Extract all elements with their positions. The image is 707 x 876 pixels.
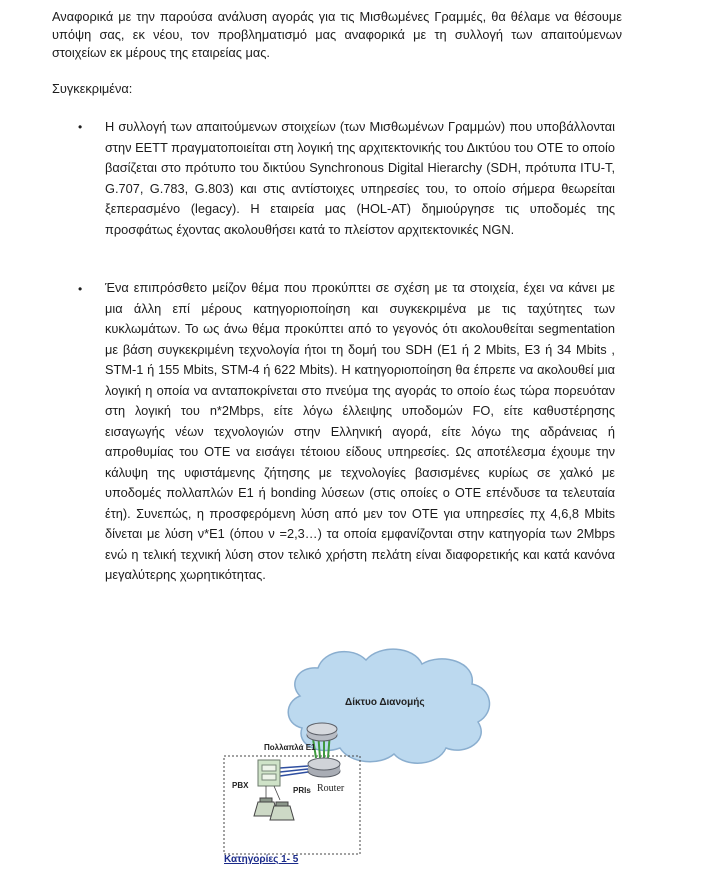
bullet-marker: •: [78, 120, 83, 134]
cloud-label: Δίκτυο Διανομής: [345, 697, 425, 708]
pbx-label: PBX: [232, 781, 249, 790]
router-label: Router: [317, 783, 345, 794]
bullet-marker: •: [78, 282, 83, 296]
bullet-paragraph-2: Ένα επιπρόσθετο μείζον θέμα που προκύπτει σε σχέση με τα στοιχεία, έχει να κάνει με μια άλλη επί μέρους κατηγοριοποίηση και συγκεκριμένα με τις ταχύτητες των κυκλωμάτων. Το ως άνω θέμα προκύπτει από το γεγονός ότι ακολουθείται segmentation με βάση συγκεκριμένη τεχνολογία ήτοι τη δομή του SDH (E1 ή 2 Mbits, E3 ή 34 Mbits , STM-1 ή 155 Mbits, STM-4 ή 622 Mbits). Η κατηγοριοποίηση θα έπρεπε να ακολουθεί μια λογική η οποία να ανταποκρίνεται στο πνεύμα της αγοράς το οποίο έως τώρα πορευόταν στη λογική του n*2Mbps, είτε λόγω έλλειψης υποδομών FO, είτε καθυστέρησης εισαγωγής νέων τεχνολογιών στην Ελληνική αγορά, είτε λόγω της αδράνειας ή απροθυμίας του ΟΤΕ να εισάγει τέτοιου είδους υπηρεσίες. Ως αποτέλεσμα έχουμε την κάλυψη της υφιστάμενης ζήτησης με τεχνολογίες βασισμένες κυρίως σε χαλκό με υποδομές πολλαπλών Ε1 ή bonding λύσεων (στις οποίες ο ΟΤΕ επένδυσε τα τελευταία έτη). Συνεπώς, η προσφερόμενη λύση από μεν τον ΟΤΕ για υπηρεσίες πχ 4,6,8 Mbits δίνεται με λύση ν*Ε1 (όπου ν =2,3…) τα οποία εμφανίζονται στην κατηγορία των 2Mbps ενώ η τελική τεχνική λύση στον τελικό χρήστη πελάτη είναι διαφορετικής και κατά κανόνα μεγαλύτερης χωρητικότητας.: [105, 280, 615, 582]
pri-label: PRIs: [293, 786, 311, 795]
network-diagram: [200, 636, 520, 871]
bullet-paragraph-1: Η συλλογή των απαιτούμενων στοιχείων (των Μισθωμένων Γραμμών) που υποβάλλονται στην ΕΕΤΤ πραγματοποιείται στη λογική της αρχιτεκτονικής του Δικτύου του ΟΤΕ το οποίο βασίζεται στο πρότυπο του δικτύου Synchronous Digital Hierarchy (SDH, πρότυπα ITU-T, G.707, G.783, G.803) και στις αντίστοιχες υπηρεσίες του, το οποίο σήμερα θεωρείται ξεπερασμένο (legacy). Η εταιρεία μας (HOL-AT) δημιούργησε τις υποδομές της προσφάτως έχοντας ακολουθήσει κατά το πλείστον αρχιτεκτονικές NGN.: [105, 119, 615, 237]
e1-label: Πολλαπλά Ε1: [264, 743, 316, 752]
pbx-icon: [258, 760, 280, 786]
intro-paragraph: Αναφορικά με την παρούσα ανάλυση αγοράς για τις Μισθωμένες Γραμμές, θα θέλαμε να θέσουμε υπόψη σας, εκ νέου, τον προβληματισμό μας αναφορικά με τη συλλογή των απαιτούμενων στοιχείων εκ μέρους της εταιρείας μας.: [52, 9, 622, 60]
router-icon: [308, 758, 340, 777]
pri-links: [280, 766, 308, 776]
lead-text: Συγκεκριμένα:: [52, 81, 133, 96]
category-label: Κατηγορίες 1- 5: [224, 854, 299, 865]
router-icon: [307, 723, 337, 741]
